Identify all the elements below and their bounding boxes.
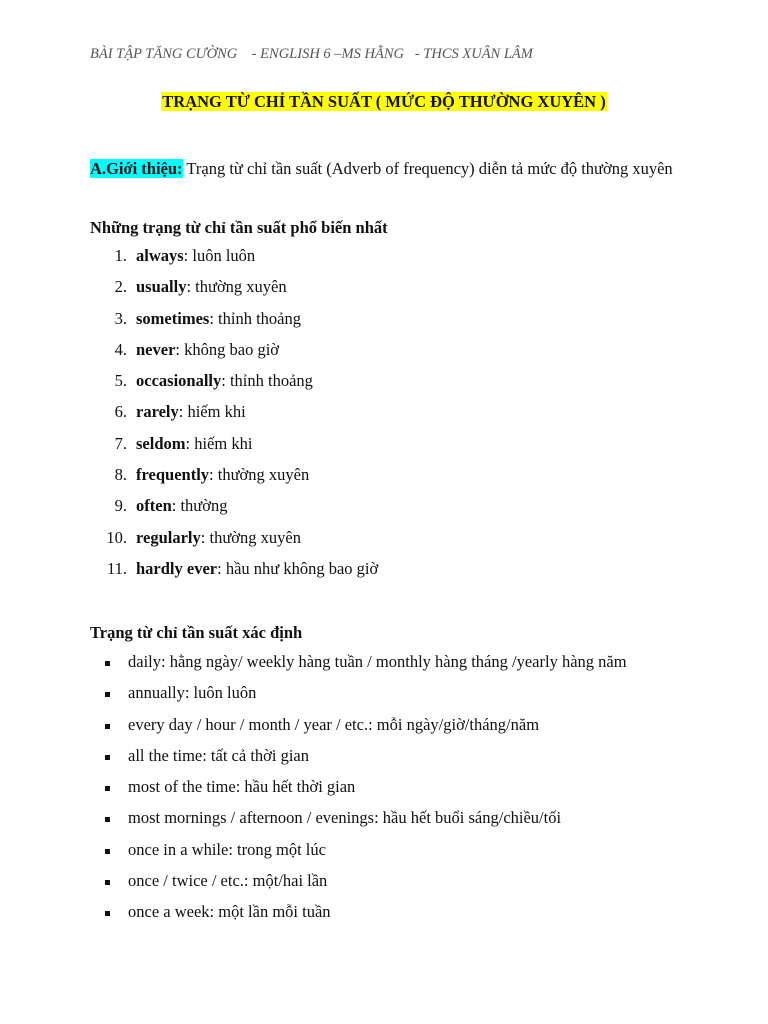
adverb-term: never: [136, 339, 176, 359]
adverb-meaning: : luôn luôn: [183, 246, 256, 265]
adverb-term: hardly ever: [136, 558, 218, 578]
adverb-term: frequently: [136, 465, 210, 485]
list-item-text: most of the time: hầu hết thời gian: [128, 777, 356, 797]
bullet-icon: [105, 880, 110, 885]
bullet-icon: [105, 692, 110, 697]
adverb-meaning: : không bao giờ: [175, 339, 279, 359]
list-item-text: once in a while: trong một lúc: [128, 839, 326, 859]
list-item-text: [136, 371, 313, 391]
adverb-term: seldom: [136, 433, 186, 453]
list-item-text: daily: hằng ngày/ weekly hàng tuần / monthly hàng tháng /yearly hàng năm: [128, 652, 627, 671]
list-item-text: [136, 528, 301, 548]
adverb-term: occasionally: [136, 371, 222, 391]
adverb-meaning: : thường: [171, 496, 228, 516]
adverb-meaning: : thường xuyên: [186, 277, 287, 297]
list-item-number: 11.: [106, 558, 127, 578]
intro-paragraph: [90, 153, 690, 184]
list-item-text: [136, 465, 309, 485]
adverb-term: regularly: [136, 527, 201, 547]
adverb-term: sometimes: [136, 308, 210, 328]
list-item-number: 6.: [114, 402, 127, 422]
adverb-meaning: : thường xuyên: [200, 527, 301, 547]
adverb-meaning: : hiếm khi: [185, 433, 253, 453]
adverb-meaning: : thỉnh thoảng: [221, 371, 313, 391]
list-item-number: 10.: [106, 527, 127, 547]
adverb-term: always: [136, 246, 184, 265]
list-item-text: most mornings / afternoon / evenings: hầu hết buổi sáng/chiều/tối: [128, 808, 562, 828]
bullet-icon: [105, 786, 110, 791]
list-item-text: every day / hour / month / year / etc.: mỗi ngày/giờ/tháng/năm: [128, 714, 540, 734]
list-item-number: 3.: [114, 308, 127, 328]
list-item-number: 1.: [114, 246, 127, 265]
list-item-text: [136, 559, 378, 579]
list-item-text: [136, 402, 246, 422]
page-header: BÀI TẬP TĂNG CƯỜNG - ENGLISH 6 –MS HẰNG - THCS XUÂN LÂM: [90, 46, 533, 62]
bullet-icon: [105, 724, 110, 729]
bullet-icon: [105, 817, 110, 822]
adverb-term: often: [136, 496, 172, 516]
list-item-number: 2.: [114, 277, 127, 297]
list-item-number: 5.: [114, 371, 127, 391]
title-block: [0, 92, 768, 112]
list-item-number: 9.: [114, 496, 127, 516]
list-item-text: [136, 340, 279, 360]
bullet-icon: [105, 849, 110, 854]
definite-adverbs-heading: Trạng từ chỉ tần suất xác định: [90, 623, 303, 642]
intro-label: A.Giới thiệu:: [90, 159, 183, 178]
list-item-text: [136, 434, 252, 454]
list-item-text: once a week: một lần mỗi tuần: [128, 902, 331, 922]
adverb-term: usually: [136, 277, 187, 297]
list-item-text: [136, 309, 301, 329]
list-item-text: annually: luôn luôn: [128, 683, 257, 703]
list-item-text: [136, 277, 287, 297]
list-item-text: all the time: tất cả thời gian: [128, 745, 310, 765]
adverb-meaning: : hiếm khi: [178, 402, 246, 422]
common-adverbs-heading: Những trạng từ chỉ tần suất phổ biến nhất: [90, 218, 388, 237]
bullet-icon: [105, 755, 110, 760]
page-title: TRẠNG TỪ CHỈ TẦN SUẤT ( MỨC ĐỘ THƯỜNG XUYÊN ): [162, 92, 606, 111]
list-item-number: 7.: [114, 433, 127, 453]
list-item-number: 8.: [114, 465, 127, 485]
intro-text: Trạng từ chỉ tần suất (Adverb of frequency) diễn tả mức độ thường xuyên: [182, 159, 673, 178]
list-item-text: [136, 496, 227, 516]
bullet-icon: [105, 661, 110, 666]
adverb-meaning: : hầu như không bao giờ: [217, 558, 379, 578]
list-item-number: 4.: [114, 339, 127, 359]
adverb-term: rarely: [136, 402, 179, 422]
list-item-text: [136, 246, 255, 266]
bullet-icon: [105, 911, 110, 916]
adverb-meaning: : thường xuyên: [209, 465, 310, 485]
list-item-text: once / twice / etc.: một/hai lần: [128, 871, 328, 891]
adverb-meaning: : thỉnh thoảng: [209, 308, 301, 328]
